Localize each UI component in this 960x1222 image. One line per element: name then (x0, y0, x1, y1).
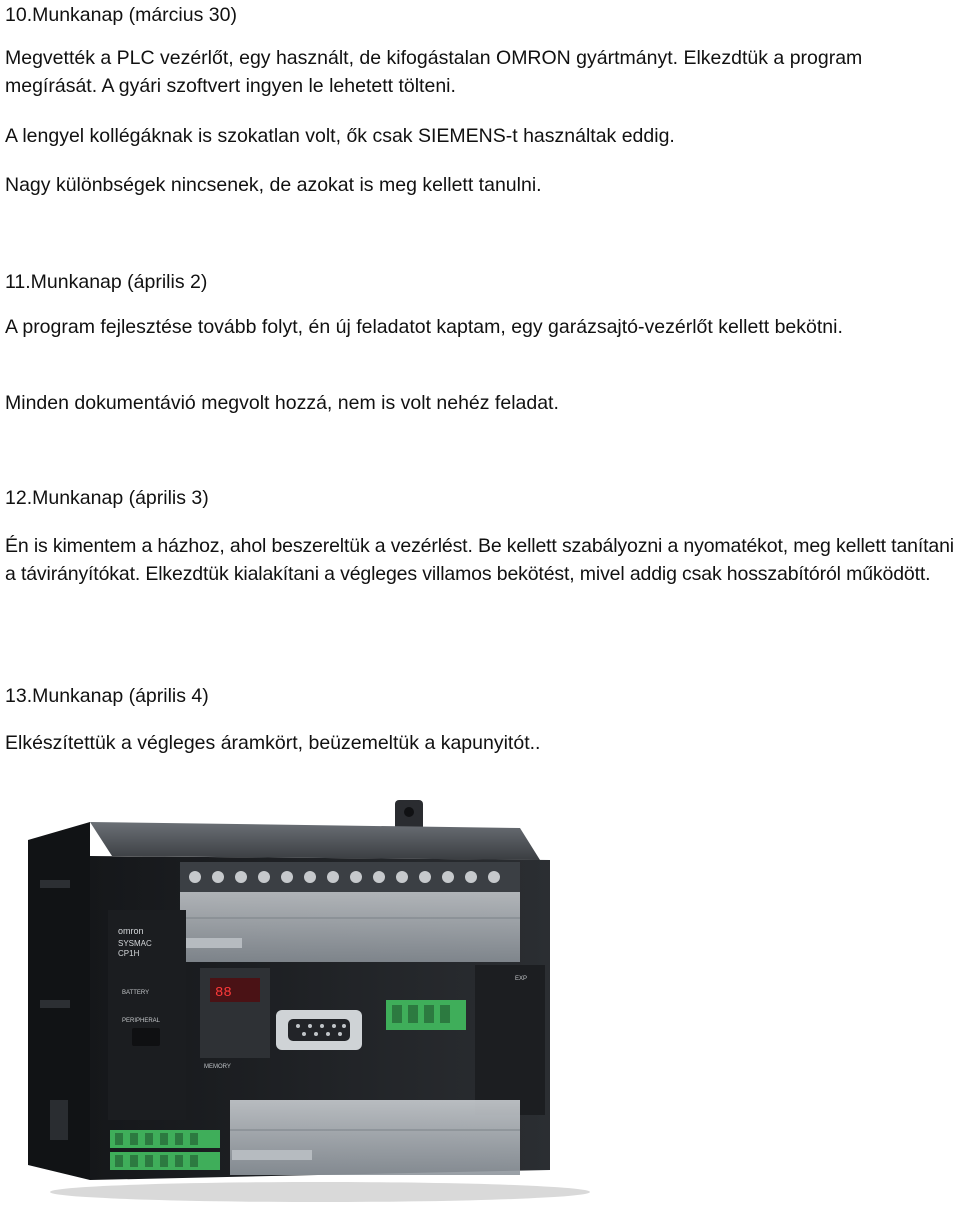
memory-label: MEMORY (204, 1064, 231, 1070)
brand-text: omron (118, 926, 144, 936)
plc-controller-photo (20, 800, 600, 1208)
section-paragraph: Minden dokumentávió megvolt hozzá, nem is volt nehéz feladat. (5, 392, 559, 414)
lower-terminal-cover (230, 1100, 520, 1175)
svg-text:88: 88 (215, 985, 232, 1001)
section-heading: 10.Munkanap (március 30) (5, 4, 237, 26)
battery-label: BATTERY (122, 990, 150, 996)
exp-label: EXP (515, 976, 528, 982)
section-paragraph: Én is kimentem a házhoz, ahol beszereltük a vezérlést. Be kellett szabályozni a nyomatékot, meg kellett tanítani a távirányítókat. Elkezdtük kialakítani a végleges villamos bekötést, mivel addig csak hosszabítóról működött. (5, 535, 954, 585)
section-heading: 11.Munkanap (április 2) (5, 271, 208, 293)
model-text: SYSMAC (118, 939, 152, 948)
section-paragraph: Megvették a PLC vezérlőt, egy használt, de kifogástalan OMRON gyártmányt. Elkezdtük a program megírását. A gyári szoftvert ingyen le lehetett tölteni. (5, 47, 863, 97)
upper-terminal-cover (180, 892, 520, 962)
section-heading: 12.Munkanap (április 3) (5, 487, 209, 509)
section-paragraph: A program fejlesztése tovább folyt, én új feladatot kaptam, egy garázsajtó-vezérlőt kellett bekötni. (5, 316, 843, 338)
peripheral-label: PERIPHERAL (122, 1018, 161, 1024)
section-heading: 13.Munkanap (április 4) (5, 685, 209, 707)
section-paragraph: Nagy különbségek nincsenek, de azokat is meg kellett tanulni. (5, 174, 542, 196)
expansion-panel (475, 965, 545, 1115)
section-paragraph: A lengyel kollégáknak is szokatlan volt, ők csak SIEMENS-t használtak eddig. (5, 125, 675, 147)
section-paragraph: Elkészítettük a végleges áramkört, beüzemeltük a kapunyitót.. (5, 732, 541, 754)
model-text: CP1H (118, 949, 140, 958)
